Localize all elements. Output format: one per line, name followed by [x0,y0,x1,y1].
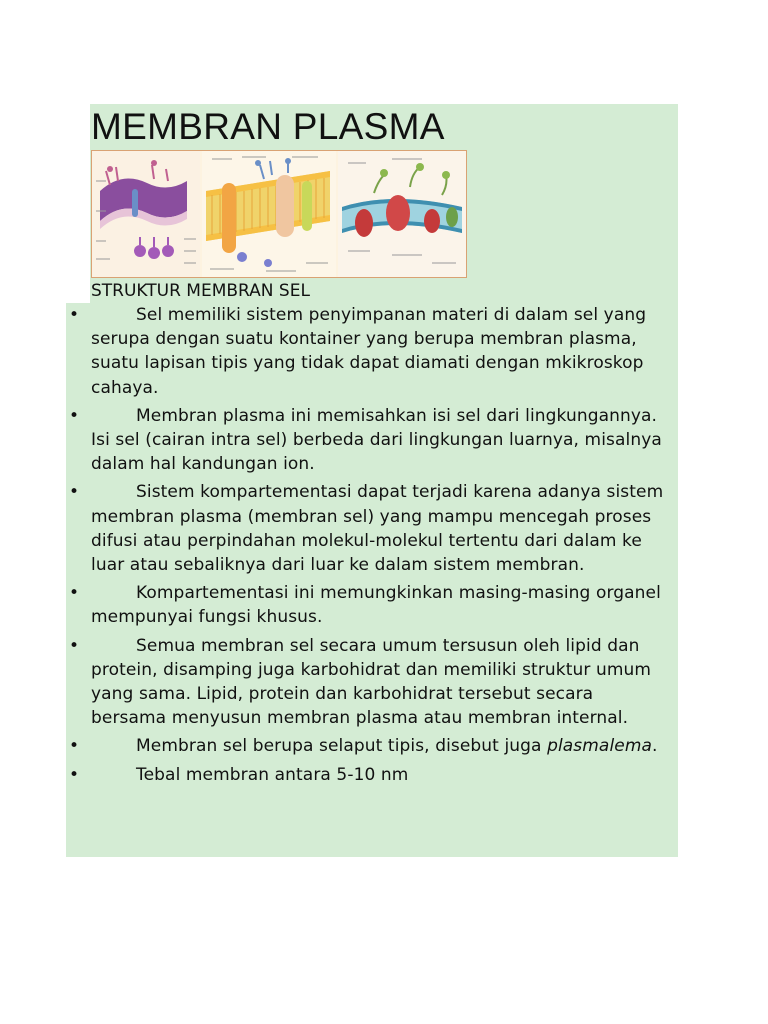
membrane-panel-3 [338,151,466,277]
list-item-text: Membran sel berupa selaput tipis, disebut juga [136,736,548,757]
membrane-diagram [92,151,466,277]
list-item-text: Sel memiliki sistem penyimpanan materi di dalam sel yang serupa dengan suatu kontainer yang berupa membran plasma, suatu lapisan tipis yang tidak dapat diamati dengan mkikroskop cahaya. [91,305,647,398]
bullet-marker: • [69,736,80,757]
list-item [66,634,678,731]
section-subtitle: STRUKTUR MEMBRAN SEL [91,281,310,301]
list-item [66,763,678,787]
bullet-list [66,303,678,791]
list-item-text: Semua membran sel secara umum tersusun oleh lipid dan protein, disamping juga karbohidrat dan memiliki struktur umum yang sama. Lipid, protein dan karbohidrat tersebut secara bersama menyusun membran plasma atau membran internal. [91,635,652,729]
bullet-marker: • [69,482,80,503]
bullet-marker: • [69,405,80,426]
page-title: MEMBRAN PLASMA [91,106,445,147]
bullet-marker: • [69,583,80,604]
list-item-text: Kompartementasi ini memungkinkan masing-masing organel mempunyai fungsi khusus. [91,583,661,628]
list-item-text: Sistem kompartementasi dapat terjadi karena adanya sistem membran plasma (membran sel) yang mampu mencegah proses difusi atau perpindahan molekul-molekul tertentu dari dalam ke luar atau sebaliknya dari luar ke dalam sistem membran. [91,482,664,576]
list-item-text-end: . [652,736,658,757]
membrane-panel-1 [92,151,200,277]
list-item [66,480,678,577]
bullet-marker: • [69,305,80,325]
list-item [66,303,678,400]
list-item [66,581,678,629]
list-item-italic-term: plasmalema [547,736,653,757]
membrane-illustration [91,150,467,278]
list-item-text: Tebal membran antara 5-10 nm [136,764,409,785]
list-item-text: Membran plasma ini memisahkan isi sel dari lingkungannya. Isi sel (cairan intra sel) berbeda dari lingkungan luarnya, misalnya dalam hal kandungan ion. [91,405,662,475]
list-item [66,734,678,758]
membrane-panel-2 [202,151,336,277]
list-item [66,404,678,477]
bullet-marker: • [69,764,80,785]
bullet-marker: • [69,635,80,656]
